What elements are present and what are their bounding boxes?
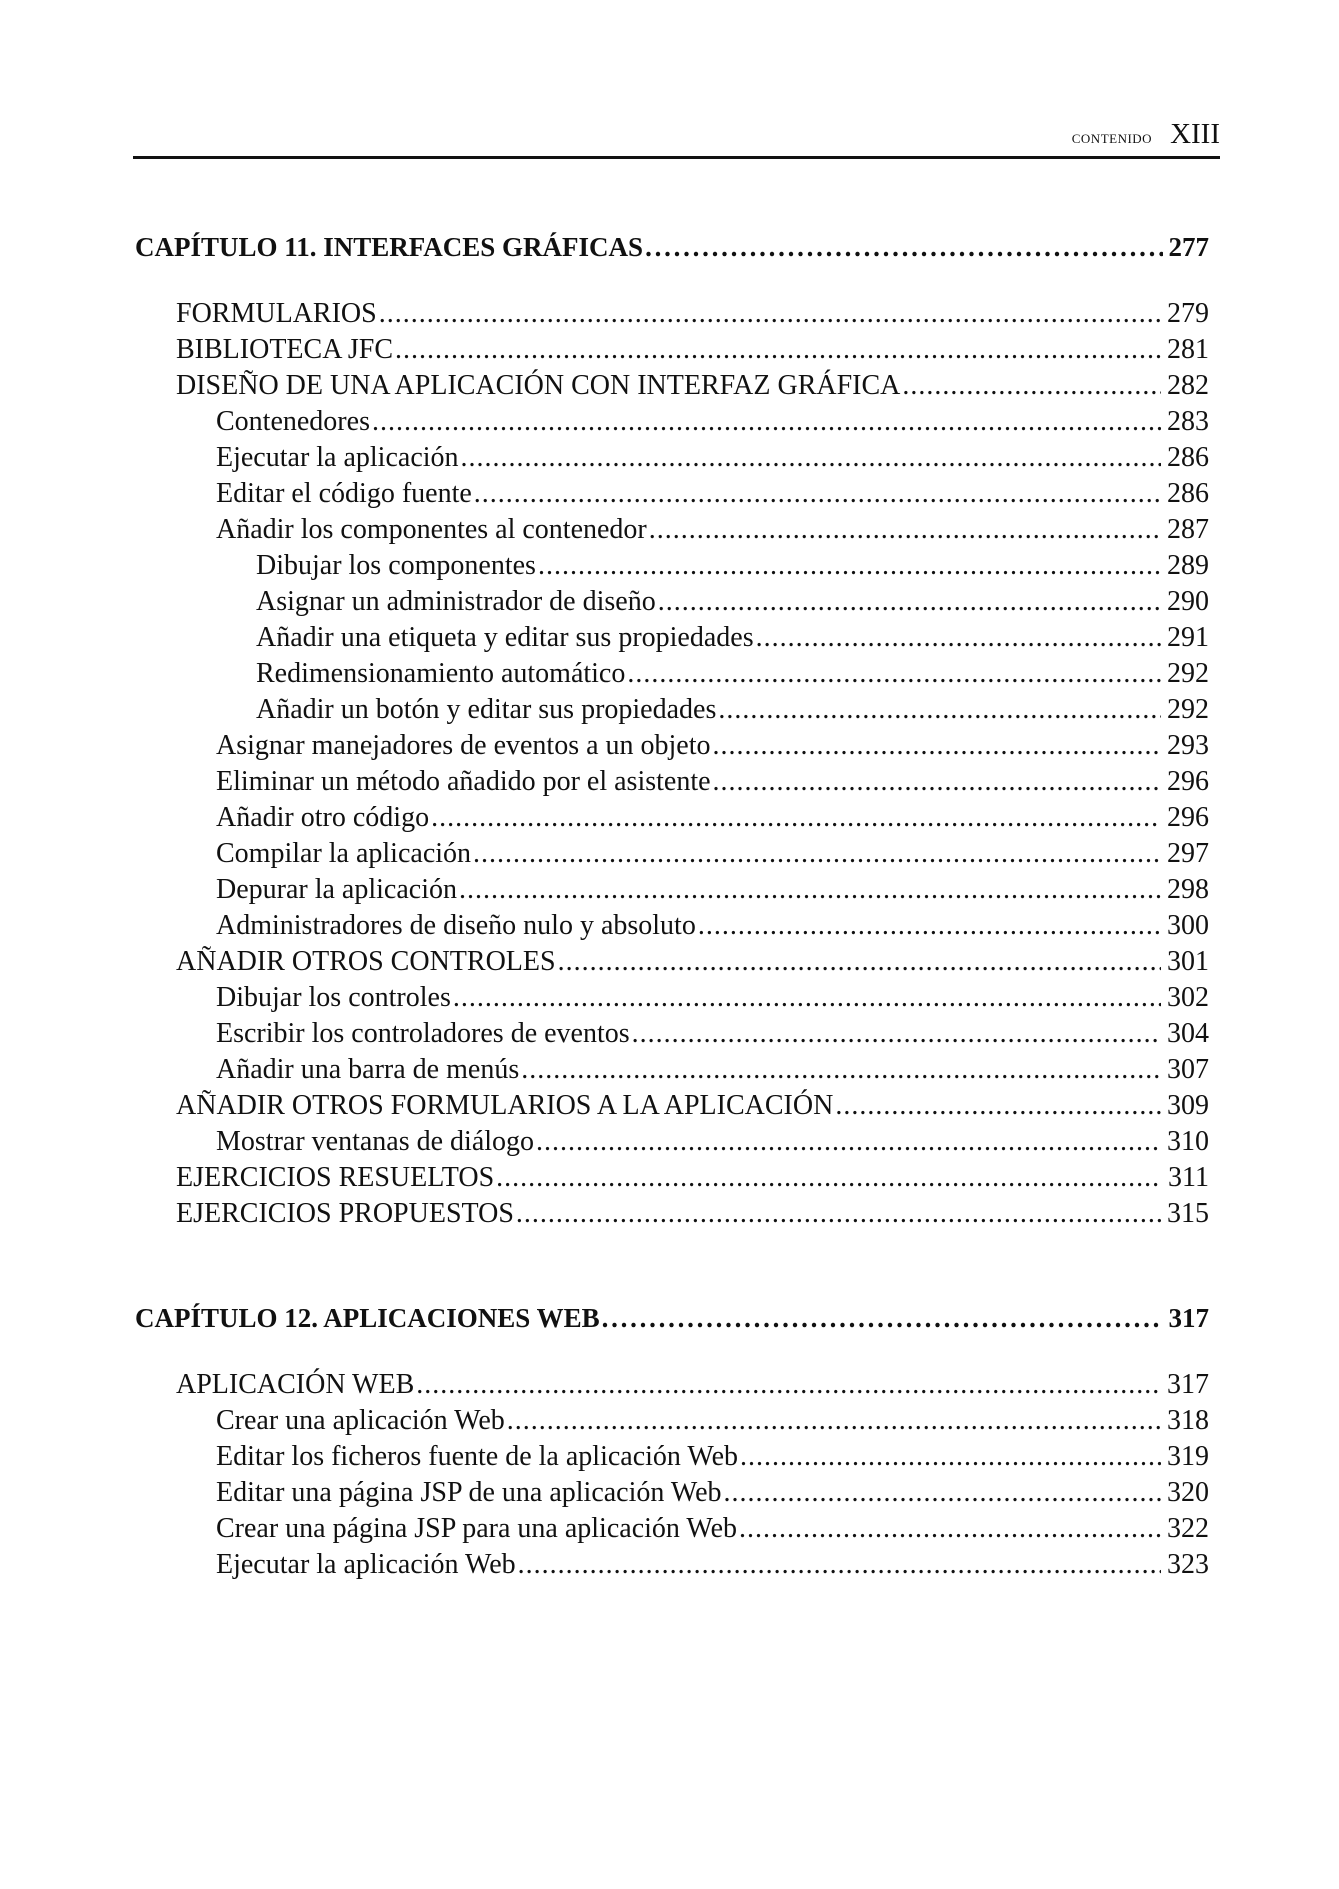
dot-leader xyxy=(645,224,1162,270)
chapter-11 xyxy=(0,224,1339,1232)
running-title: contenido xyxy=(1071,127,1153,148)
toc-entry[interactable] xyxy=(0,440,1339,476)
toc-entry-page: 279 xyxy=(1167,298,1209,329)
toc-entry[interactable] xyxy=(0,1403,1339,1439)
toc-entry-page: 319 xyxy=(1167,1441,1209,1472)
toc-entry-title: BIBLIOTECA JFC xyxy=(176,334,394,365)
toc-entry[interactable] xyxy=(0,980,1339,1016)
dot-leader xyxy=(627,656,1161,692)
dot-leader xyxy=(496,1160,1162,1196)
dot-leader xyxy=(739,1511,1161,1547)
dot-leader xyxy=(459,872,1161,908)
toc-entry-page: 297 xyxy=(1167,838,1209,869)
dot-leader xyxy=(473,836,1161,872)
dot-leader xyxy=(521,1052,1161,1088)
chapter-heading[interactable] xyxy=(0,224,1339,270)
dot-leader xyxy=(558,944,1161,980)
toc-entry[interactable] xyxy=(0,1367,1339,1403)
toc-entry-page: 307 xyxy=(1167,1054,1209,1085)
toc-entry-page: 296 xyxy=(1167,766,1209,797)
toc-entry-title: Administradores de diseño nulo y absoluto xyxy=(216,910,696,941)
toc-entry-title: Añadir otro código xyxy=(216,802,430,833)
chapter-title: CAPÍTULO 12. APLICACIONES WEB xyxy=(135,1303,600,1333)
dot-leader xyxy=(536,1124,1161,1160)
dot-leader xyxy=(431,800,1161,836)
toc-entry-title: Crear una aplicación Web xyxy=(216,1405,505,1436)
toc-entry[interactable] xyxy=(0,1088,1339,1124)
dot-leader xyxy=(602,1295,1163,1341)
chapter-page: 277 xyxy=(1168,232,1209,262)
toc-entry-page: 301 xyxy=(1167,946,1209,977)
chapter-page: 317 xyxy=(1168,1303,1209,1333)
dot-leader xyxy=(453,980,1161,1016)
toc-entry-title: Compilar la aplicación xyxy=(216,838,472,869)
toc-entry-page: 322 xyxy=(1167,1513,1209,1544)
toc-entry[interactable] xyxy=(0,836,1339,872)
toc-entry[interactable] xyxy=(0,1196,1339,1232)
toc-entry-title: Editar los ficheros fuente de la aplicación Web xyxy=(216,1441,739,1472)
toc-entry-title: Redimensionamiento automático xyxy=(256,658,626,689)
toc-entry-title: Editar el código fuente xyxy=(216,478,472,509)
toc-entry-title: Añadir una etiqueta y editar sus propiedades xyxy=(256,622,754,653)
spacer xyxy=(0,1341,1339,1367)
toc-entry-title: Crear una página JSP para una aplicación Web xyxy=(216,1513,738,1544)
toc-entry-title: Asignar manejadores de eventos a un objeto xyxy=(216,730,711,761)
toc-entry-title: Dibujar los controles xyxy=(216,982,451,1013)
toc-entry[interactable] xyxy=(0,908,1339,944)
toc-entry-title: Ejecutar la aplicación Web xyxy=(216,1549,516,1580)
dot-leader xyxy=(474,476,1161,512)
toc-entry-title: DISEÑO DE UNA APLICACIÓN CON INTERFAZ GRÁFICA xyxy=(176,370,901,401)
toc-entry-title: Dibujar los componentes xyxy=(256,550,536,581)
toc-entry[interactable] xyxy=(0,584,1339,620)
toc-entry-page: 289 xyxy=(1167,550,1209,581)
toc-entry-page: 298 xyxy=(1167,874,1209,905)
chapter-entries xyxy=(0,296,1339,1232)
toc-entry-title: Escribir los controladores de eventos xyxy=(216,1018,630,1049)
toc-entry[interactable] xyxy=(0,368,1339,404)
toc-entry-page: 282 xyxy=(1167,370,1209,401)
dot-leader xyxy=(718,692,1161,728)
toc-entry-page: 300 xyxy=(1167,910,1209,941)
toc-entry-title: AÑADIR OTROS FORMULARIOS A LA APLICACIÓN xyxy=(176,1090,834,1121)
toc-entry-page: 317 xyxy=(1167,1369,1209,1400)
toc-entry-title: EJERCICIOS PROPUESTOS xyxy=(176,1198,514,1229)
toc-entry[interactable] xyxy=(0,296,1339,332)
toc-entry-page: 286 xyxy=(1167,478,1209,509)
dot-leader xyxy=(518,1547,1161,1583)
dot-leader xyxy=(649,512,1161,548)
toc-entry[interactable] xyxy=(0,1016,1339,1052)
dot-leader xyxy=(698,908,1161,944)
spacer xyxy=(0,270,1339,296)
toc-entry[interactable] xyxy=(0,944,1339,980)
toc-entry[interactable] xyxy=(0,548,1339,584)
toc-entry[interactable] xyxy=(0,1052,1339,1088)
toc-entry-page: 320 xyxy=(1167,1477,1209,1508)
toc-entry-title: Ejecutar la aplicación xyxy=(216,442,459,473)
toc-entry-title: Depurar la aplicación xyxy=(216,874,457,905)
toc-entry[interactable] xyxy=(0,872,1339,908)
toc-entry-page: 304 xyxy=(1167,1018,1209,1049)
chapter-12 xyxy=(0,1295,1339,1583)
toc-entry-title: AÑADIR OTROS CONTROLES xyxy=(176,946,556,977)
toc-entry-page: 283 xyxy=(1167,406,1209,437)
dot-leader xyxy=(507,1403,1161,1439)
running-header xyxy=(133,118,1220,158)
toc-entry[interactable] xyxy=(0,404,1339,440)
toc-entry-page: 311 xyxy=(1168,1162,1209,1193)
dot-leader xyxy=(658,584,1161,620)
toc-entry-page: 292 xyxy=(1167,658,1209,689)
toc-entry[interactable] xyxy=(0,728,1339,764)
toc-entry[interactable] xyxy=(0,1439,1339,1475)
toc-entry-page: 302 xyxy=(1167,982,1209,1013)
toc-entry[interactable] xyxy=(0,656,1339,692)
toc-entry[interactable] xyxy=(0,800,1339,836)
toc-entry-title: Mostrar ventanas de diálogo xyxy=(216,1126,535,1157)
toc-entry[interactable] xyxy=(0,1547,1339,1583)
dot-leader xyxy=(461,440,1161,476)
header-rule xyxy=(133,156,1220,159)
toc-entry-title: Editar una página JSP de una aplicación Web xyxy=(216,1477,722,1508)
toc-entry-title: EJERCICIOS RESUELTOS xyxy=(176,1162,495,1193)
chapter-title: CAPÍTULO 11. INTERFACES GRÁFICAS xyxy=(135,232,644,262)
toc-entry[interactable] xyxy=(0,1475,1339,1511)
chapter-entries xyxy=(0,1367,1339,1583)
toc-entry-page: 290 xyxy=(1167,586,1209,617)
toc-entry[interactable] xyxy=(0,332,1339,368)
toc-entry-page: 286 xyxy=(1167,442,1209,473)
dot-leader xyxy=(713,728,1161,764)
toc-entry-title: APLICACIÓN WEB xyxy=(176,1369,415,1400)
toc-entry-title: Asignar un administrador de diseño xyxy=(256,586,656,617)
toc-entry-page: 309 xyxy=(1167,1090,1209,1121)
toc-entry-page: 281 xyxy=(1167,334,1209,365)
toc-entry[interactable] xyxy=(0,1160,1339,1196)
chapter-heading[interactable] xyxy=(0,1295,1339,1341)
dot-leader xyxy=(516,1196,1161,1232)
dot-leader xyxy=(632,1016,1161,1052)
toc-entry-page: 323 xyxy=(1167,1549,1209,1580)
toc-entry[interactable] xyxy=(0,620,1339,656)
toc-entry-page: 315 xyxy=(1167,1198,1209,1229)
toc-entry[interactable] xyxy=(0,512,1339,548)
toc-entry-page: 292 xyxy=(1167,694,1209,725)
toc-entry-page: 318 xyxy=(1167,1405,1209,1436)
dot-leader xyxy=(538,548,1161,584)
toc-entry-page: 287 xyxy=(1167,514,1209,545)
dot-leader xyxy=(724,1475,1162,1511)
toc-entry-title: Añadir un botón y editar sus propiedades xyxy=(256,694,717,725)
toc-entry-title: Añadir los componentes al contenedor xyxy=(216,514,647,545)
toc-entry[interactable] xyxy=(0,764,1339,800)
dot-leader xyxy=(756,620,1161,656)
dot-leader xyxy=(379,296,1161,332)
toc-entry-title: Eliminar un método añadido por el asistente xyxy=(216,766,711,797)
toc-entry-page: 310 xyxy=(1167,1126,1209,1157)
toc-entry-title: Contenedores xyxy=(216,406,370,437)
dot-leader xyxy=(416,1367,1161,1403)
toc-entry[interactable] xyxy=(0,1124,1339,1160)
dot-leader xyxy=(395,332,1161,368)
dot-leader xyxy=(835,1088,1161,1124)
toc-entry-title: Añadir una barra de menús xyxy=(216,1054,520,1085)
dot-leader xyxy=(372,404,1161,440)
dot-leader xyxy=(713,764,1161,800)
toc-entry-page: 291 xyxy=(1167,622,1209,653)
page-number: XIII xyxy=(1170,118,1220,150)
toc-entry-page: 296 xyxy=(1167,802,1209,833)
toc-entry[interactable] xyxy=(0,476,1339,512)
toc-entry-title: FORMULARIOS xyxy=(176,298,377,329)
toc-entry[interactable] xyxy=(0,692,1339,728)
dot-leader xyxy=(740,1439,1161,1475)
dot-leader xyxy=(902,368,1161,404)
toc-entry[interactable] xyxy=(0,1511,1339,1547)
toc-entry-page: 293 xyxy=(1167,730,1209,761)
